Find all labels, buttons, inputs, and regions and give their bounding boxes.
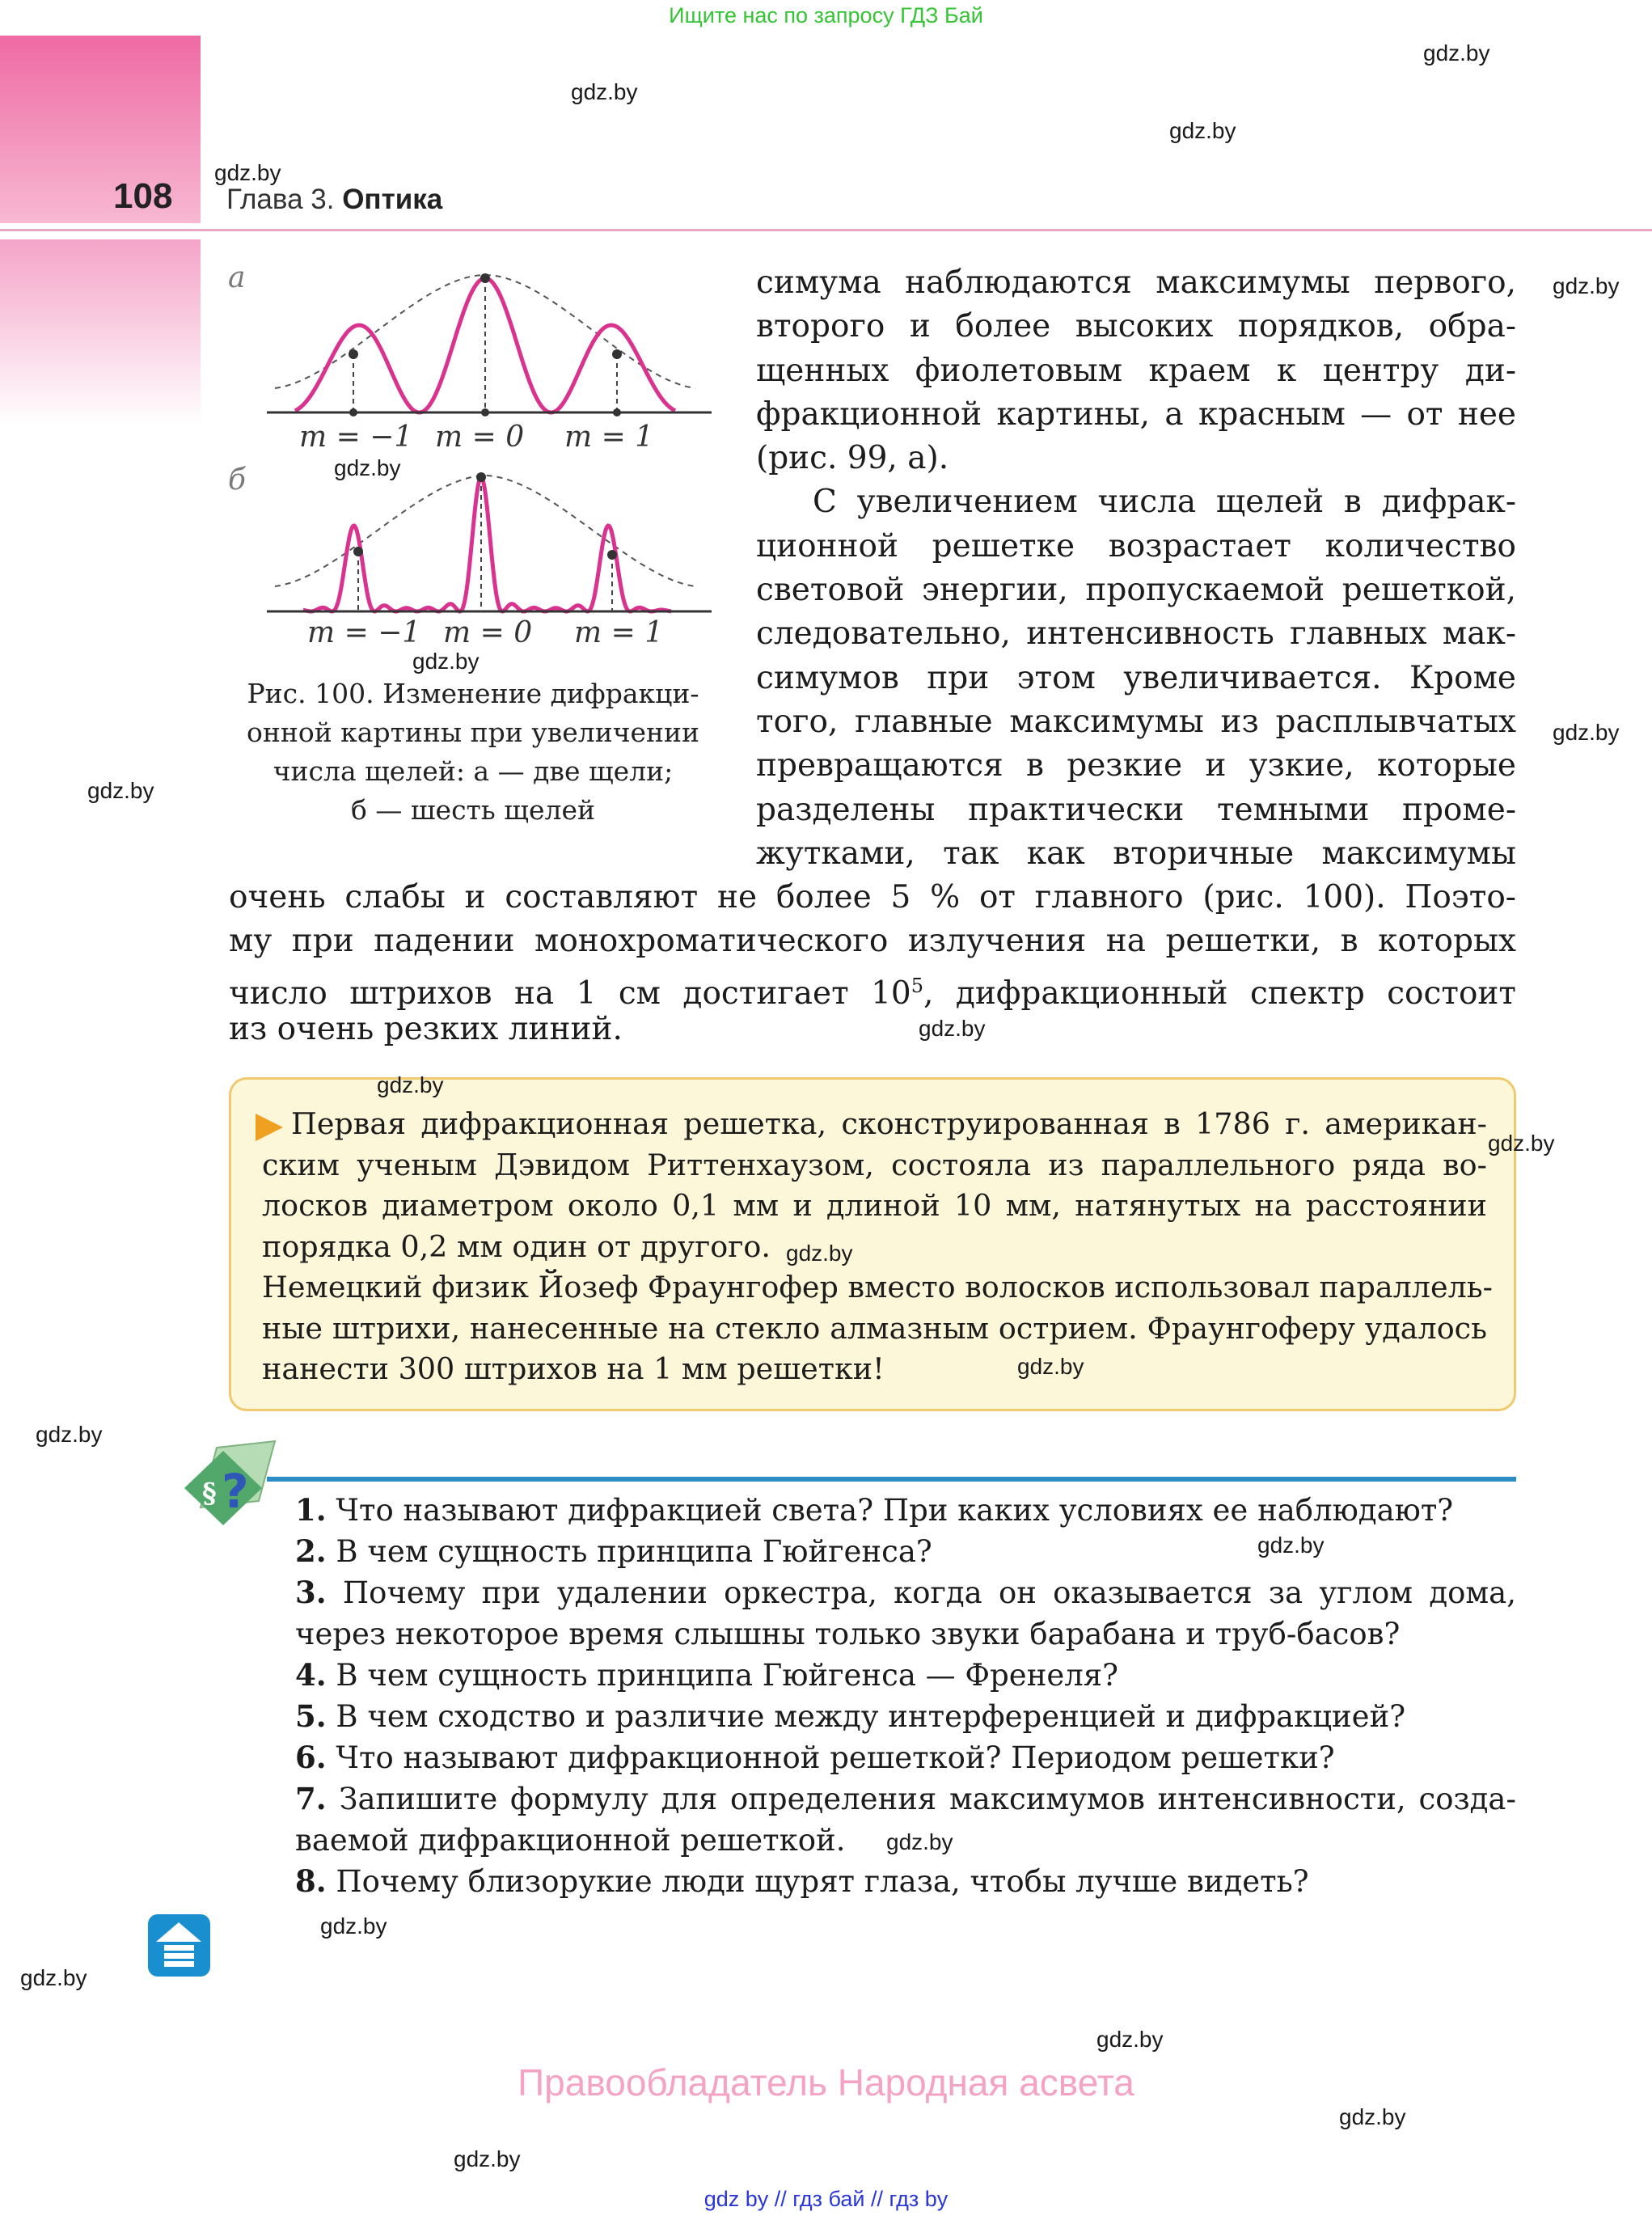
info-line: нанести 300 штрихов на 1 мм решетки! xyxy=(262,1351,885,1386)
questions-rule xyxy=(267,1477,1516,1482)
watermark: gdz.by xyxy=(1553,720,1620,745)
question-text: В чем сущность принципа Гюйгенса — Френеля? xyxy=(336,1658,1118,1693)
question-1 xyxy=(295,1490,1516,1531)
watermark: gdz.by xyxy=(1339,2104,1406,2129)
text-line: фракционной картины, а красным — от нее xyxy=(756,395,1516,433)
m-label-a-1: m = 1 xyxy=(564,421,654,454)
info-line: ные штрихи, нанесенные на стекло алмазным острием. Фраунгоферу удалось xyxy=(262,1310,1487,1346)
watermark: gdz.by xyxy=(87,778,154,803)
chapter-title xyxy=(226,184,442,216)
bottom-links[interactable]: gdz by // гдз бай // гдз by xyxy=(703,2187,949,2211)
question-7 xyxy=(295,1778,1516,1820)
question-text: В чем сходство и различие между интерференцией и дифракцией? xyxy=(336,1699,1406,1734)
question-text: Что называют дифракционной решеткой? Периодом решетки? xyxy=(336,1740,1335,1775)
peak-dot xyxy=(353,547,363,556)
svg-text:§: § xyxy=(202,1478,217,1510)
m-label-b-1: m = 1 xyxy=(574,616,664,649)
question-text: через некоторое время слышны только звуки барабана и труб-басов? xyxy=(295,1617,1401,1651)
text-line: ционной решетке возрастает количество xyxy=(756,527,1516,564)
right-column-text xyxy=(756,261,1516,876)
text-line: С увеличением числа щелей в дифрак- xyxy=(813,484,1516,521)
diffraction-figure xyxy=(218,259,736,663)
question-text: ваемой дифракционной решеткой. xyxy=(295,1823,846,1858)
figure-label-a: а xyxy=(228,261,246,294)
watermark: gdz.by xyxy=(214,160,281,185)
power-exponent: 5 xyxy=(911,974,924,997)
side-gradient-band xyxy=(0,239,201,425)
question-text: Почему при удалении оркестра, когда он оказывается за углом дома, xyxy=(342,1575,1516,1610)
text-segment: число штрихов на 1 см достигает 10 xyxy=(229,975,911,1012)
chapter-name: Оптика xyxy=(342,184,443,215)
text-line: из очень резких линий. xyxy=(229,1010,623,1047)
text-line: того, главные максимумы из расплывчатых xyxy=(756,703,1516,740)
text-line: превращаются в резкие и узкие, которые xyxy=(756,747,1516,784)
question-5 xyxy=(295,1696,1516,1737)
watermark: gdz.by xyxy=(786,1241,853,1266)
question-8 xyxy=(295,1861,1516,1902)
watermark: gdz.by xyxy=(919,1016,986,1041)
text-line: симумов при этом увеличивается. Кроме xyxy=(756,659,1516,696)
watermark: gdz.by xyxy=(36,1422,103,1447)
m-label-b-0: m = 0 xyxy=(443,616,533,649)
m-label-a-0: m = 0 xyxy=(435,421,525,454)
full-width-text xyxy=(229,876,1516,1051)
watermark: gdz.by xyxy=(1017,1354,1084,1379)
question-number: 8. xyxy=(295,1863,327,1899)
info-box xyxy=(229,1077,1516,1411)
header-rule xyxy=(0,229,1652,231)
caption-line: б — шесть щелей xyxy=(351,794,595,826)
question-text: Почему близорукие люди щурят глаза, чтобы лучше видеть? xyxy=(336,1864,1309,1899)
text-line: щенных фиолетовым краем к центру ди- xyxy=(756,352,1516,389)
caption-line: онной картины при увеличении xyxy=(246,717,700,748)
chapter-prefix: Глава 3. xyxy=(226,184,335,215)
info-line: Немецкий физик Йозеф Фраунгофер вместо волосков использовал параллель- xyxy=(262,1270,1493,1304)
peak-dot xyxy=(612,349,622,359)
watermark: gdz.by xyxy=(377,1072,444,1097)
question-number: 1. xyxy=(295,1492,327,1528)
question-6 xyxy=(295,1737,1516,1778)
watermark: gdz.by xyxy=(571,79,638,104)
caption-line: числа щелей: а — две щели; xyxy=(273,755,674,787)
text-line: очень слабы и составляют не более 5 % от главного (рис. 100). Поэто- xyxy=(229,879,1516,915)
figure-caption xyxy=(218,674,728,830)
copyright-footer: Правообладатель Народная асвета xyxy=(518,2061,1134,2103)
peak-dot xyxy=(607,550,617,560)
watermark: gdz.by xyxy=(1169,118,1236,143)
text-line: му при падении монохроматического излучения на решетки, в которых xyxy=(229,923,1516,960)
info-line: лосков диаметром около 0,1 мм и длиной 10 мм, натянутых на расстоянии xyxy=(262,1188,1487,1223)
question-number: 2. xyxy=(295,1533,327,1569)
watermark: gdz.by xyxy=(1423,40,1490,66)
questions-icon xyxy=(184,1438,277,1527)
question-text: Запишите формулу для определения максимумов интенсивности, созда- xyxy=(339,1782,1516,1816)
watermark: gdz.by xyxy=(320,1913,387,1939)
home-up-icon[interactable] xyxy=(148,1914,210,1977)
text-line: второго и более высоких порядков, обра- xyxy=(756,308,1516,345)
text-line-with-power xyxy=(229,964,1516,1012)
watermark: gdz.by xyxy=(1488,1131,1555,1156)
text-line: разделены практически темными проме- xyxy=(756,791,1516,828)
watermark: gdz.by xyxy=(1096,2027,1164,2052)
svg-text:?: ? xyxy=(222,1464,249,1519)
axis-dot xyxy=(613,408,621,416)
caption-line: Рис. 100. Изменение дифракци- xyxy=(247,678,699,709)
text-line: жутками, так как вторичные максимумы xyxy=(756,835,1516,872)
question-2 xyxy=(295,1531,1516,1572)
figure-label-b: б xyxy=(228,463,246,497)
info-line: Первая дифракционная решетка, сконструированная в 1786 г. американ- xyxy=(291,1106,1487,1141)
axis-dot xyxy=(481,408,489,416)
question-4 xyxy=(295,1655,1516,1696)
question-number: 4. xyxy=(295,1657,327,1693)
text-segment: , дифракционный спектр состоит xyxy=(923,975,1516,1012)
text-line: симума наблюдаются максимумы первого, xyxy=(756,264,1516,301)
peak-dot xyxy=(476,472,486,482)
question-number: 7. xyxy=(295,1781,327,1816)
top-search-banner[interactable]: Ищите нас по запросу ГДЗ Бай xyxy=(669,3,983,27)
text-line: световой энергии, пропускаемой решеткой, xyxy=(756,572,1516,609)
page-number: 108 xyxy=(113,176,173,216)
question-number: 5. xyxy=(295,1698,327,1734)
watermark: gdz.by xyxy=(1553,273,1620,298)
text-line: (рис. 99, а). xyxy=(756,440,949,477)
peak-dot xyxy=(349,349,358,359)
watermark: gdz.by xyxy=(1257,1533,1325,1558)
info-text xyxy=(262,1104,1493,1390)
watermark: gdz.by xyxy=(412,649,480,674)
watermark: gdz.by xyxy=(20,1965,87,1990)
info-line: ским ученым Дэвидом Риттенхаузом, состояла из параллельного ряда во- xyxy=(262,1147,1487,1182)
axis-dot xyxy=(349,408,357,416)
question-3-cont xyxy=(295,1613,1516,1655)
m-label-b-minus1: m = −1 xyxy=(307,616,421,649)
question-3 xyxy=(295,1572,1516,1613)
m-label-a-minus1: m = −1 xyxy=(299,421,413,454)
question-number: 3. xyxy=(295,1575,327,1610)
question-text: Что называют дифракцией света? При каких условиях ее наблюдают? xyxy=(336,1493,1454,1528)
peak-dot xyxy=(480,273,490,283)
text-line: следовательно, интенсивность главных мак- xyxy=(756,615,1516,653)
info-line: порядка 0,2 мм один от другого. xyxy=(262,1228,771,1264)
watermark: gdz.by xyxy=(454,2146,521,2171)
question-text: В чем сущность принципа Гюйгенса? xyxy=(336,1534,932,1569)
question-number: 6. xyxy=(295,1740,327,1775)
watermark: gdz.by xyxy=(886,1829,953,1854)
watermark: gdz.by xyxy=(334,455,401,480)
